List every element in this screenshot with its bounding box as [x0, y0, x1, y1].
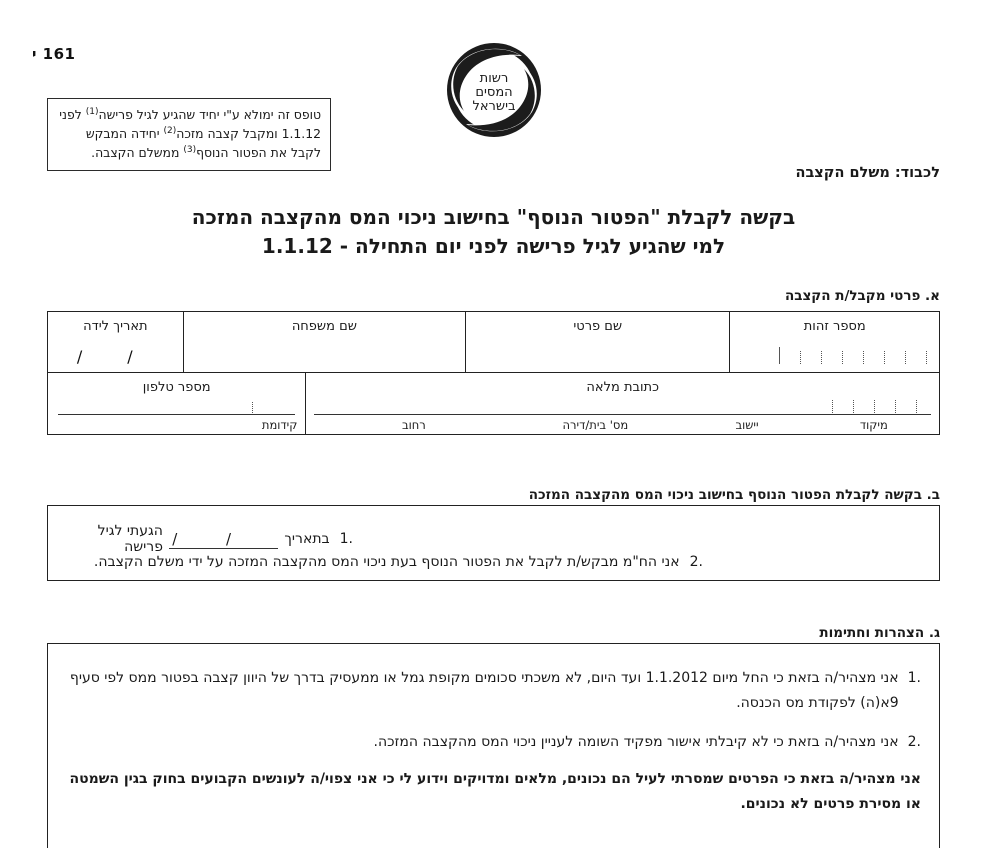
- zip-code-comb[interactable]: [832, 396, 917, 413]
- phone-underline: [58, 414, 295, 415]
- request-item-1-suffix: הגעתי לגיל פרישה: [97, 523, 163, 555]
- field-label-id-number: מספר זהות: [803, 319, 866, 334]
- footnote-marker-3: (3): [183, 145, 197, 156]
- field-full-address[interactable]: [305, 373, 939, 434]
- request-item-2-number: .2: [689, 554, 703, 570]
- recipient-details-table: [47, 311, 940, 435]
- table-row: [48, 312, 939, 372]
- declaration-item-1-number: .1: [907, 670, 921, 686]
- field-label-full-address: כתובת מלאה: [586, 380, 659, 395]
- footnote-marker-1: (1): [85, 106, 99, 117]
- declaration-item-2: [66, 730, 921, 755]
- instruction-box: [47, 98, 331, 171]
- form-number: 161 י: [32, 45, 76, 63]
- sublabel-house-number: מס' בית/דירה: [562, 418, 629, 432]
- field-family-name[interactable]: [183, 312, 465, 372]
- declaration-item-1-text: אני מצהיר/ה בזאת כי החל מיום 1.1.2012 ועד היום, לא משכתי סכומים מקופת גמל או ממעסיק בדרך של היוון קצבה בפטור ממס לפי סעיף 9א(ה) לפקודת מס הכנסה.: [69, 670, 899, 711]
- field-birth-date[interactable]: [48, 312, 183, 372]
- instruction-text-3: יחידה המבקש לקבל את הפטור הנוסף: [85, 126, 321, 161]
- logo-line-1: רשות: [479, 71, 508, 86]
- retirement-date-input[interactable]: / /: [169, 530, 278, 549]
- request-box: [47, 505, 940, 581]
- instruction-text-4: ממשלם הקצבה.: [91, 145, 184, 161]
- phone-prefix-comb[interactable]: [252, 398, 253, 415]
- declaration-item-1: [66, 666, 921, 715]
- id-number-comb[interactable]: [779, 347, 927, 364]
- instruction-text-2: לפני 1.1.12 ומקבל קצבה מזכה: [59, 107, 321, 142]
- field-phone-number[interactable]: [48, 373, 305, 434]
- sublabel-area-code: קידומת: [261, 418, 298, 432]
- field-first-name[interactable]: [465, 312, 729, 372]
- field-label-family-name: שם משפחה: [291, 319, 357, 334]
- request-item-1: [64, 523, 923, 555]
- field-id-number[interactable]: [729, 312, 939, 372]
- request-item-2: [64, 554, 923, 570]
- section-b-heading: ב. בקשה לקבלת הפטור הנוסף בחישוב ניכוי המס מהקצבה המזכה: [528, 487, 940, 503]
- birth-date-slashes: / /: [76, 347, 153, 366]
- israel-tax-authority-logo: [442, 38, 546, 142]
- logo-line-3: בישראל: [471, 99, 516, 114]
- bold-declaration: אני מצהיר/ה בזאת כי הפרטים שמסרתי לעיל הם נכונים, מלאים ומדויקים וידוע לי כי אני צפוי/ה לעונשים הקבועים בחוק בגין השמטה או מסירת פרטים לא נכונים.: [69, 771, 921, 813]
- field-label-phone-number: מספר טלפון: [142, 380, 211, 395]
- table-row: [48, 372, 939, 434]
- instruction-text-1: טופס זה ימולא ע"י יחיד שהגיע לגיל פרישה: [98, 107, 321, 122]
- address-underline: [314, 414, 931, 415]
- declaration-item-2-number: .2: [907, 734, 921, 750]
- logo-swirl-icon: [442, 38, 546, 142]
- footnote-marker-2: (2): [163, 126, 177, 137]
- section-c-heading: ג. הצהרות וחתימות: [819, 625, 940, 641]
- address-sublabels: [314, 418, 931, 432]
- section-a-heading: א. פרטי מקבל/ת הקצבה: [784, 288, 940, 304]
- request-item-2-text: אני הח"מ מבקש/ת לקבל את הפטור הנוסף בעת ניכוי המס מהקצבה המזכה על ידי משלם הקצבה.: [93, 554, 680, 570]
- page-title-line-1: בקשה לקבלת "הפטור הנוסף" בחישוב ניכוי המס מהקצבה המזכה: [191, 205, 796, 229]
- request-item-1-number: .1: [339, 531, 353, 547]
- logo-line-2: המסים: [474, 85, 513, 100]
- sublabel-street: רחוב: [401, 418, 426, 432]
- sublabel-city: יישוב: [735, 418, 759, 432]
- declarations-box: [47, 643, 940, 848]
- request-item-1-prefix: בתאריך: [284, 531, 330, 547]
- sublabel-zip: מיקוד: [859, 418, 888, 432]
- page-title: [0, 203, 987, 261]
- addressee-line: לכבוד: משלם הקצבה: [795, 165, 940, 181]
- page-title-line-2: למי שהגיע לגיל פרישה לפני יום התחילה - 1.1.12: [261, 234, 726, 258]
- field-label-birth-date: תאריך לידה: [83, 319, 148, 334]
- field-label-first-name: שם פרטי: [573, 319, 623, 334]
- declaration-item-2-text: אני מצהיר/ה בזאת כי לא קיבלתי אישור מפקיד השומה לעניין ניכוי המס מהקצבה המזכה.: [373, 734, 899, 750]
